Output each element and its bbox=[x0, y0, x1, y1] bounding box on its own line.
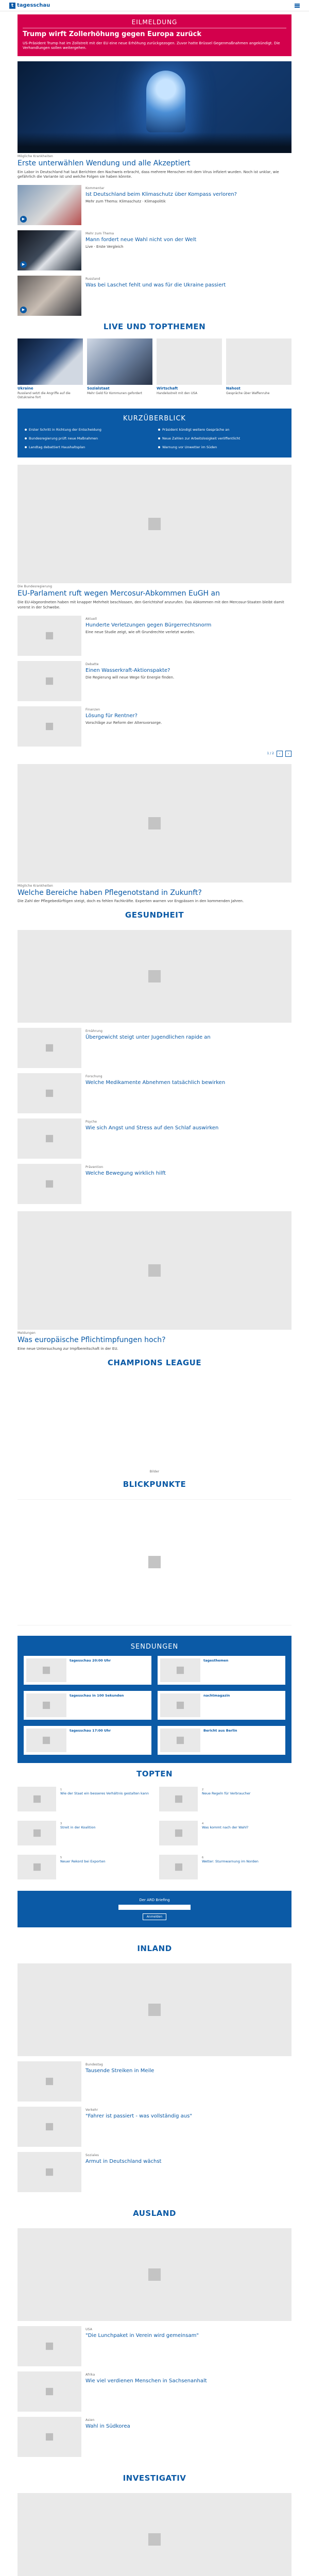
article-title[interactable]: Lösung für Rentner? bbox=[85, 713, 138, 719]
article-thumbnail[interactable] bbox=[18, 1073, 81, 1113]
ausland-section bbox=[18, 2202, 291, 2457]
topic-card[interactable] bbox=[226, 338, 291, 399]
list-item[interactable] bbox=[18, 185, 291, 225]
category-item[interactable] bbox=[18, 2107, 291, 2147]
rank: 5 bbox=[60, 1856, 62, 1859]
bullet-icon bbox=[158, 429, 160, 431]
article-meta: Finanzen bbox=[85, 707, 100, 711]
topten-thumbnail[interactable] bbox=[159, 1787, 198, 1811]
topten-thumbnail[interactable] bbox=[18, 1855, 56, 1879]
article-text: Vorschläge zur Reform der Altersvorsorge. bbox=[85, 720, 162, 725]
topic-text: Gespräche über Waffenruhe bbox=[226, 392, 270, 396]
brand-name: tagesschau bbox=[17, 3, 50, 8]
topic-image[interactable] bbox=[18, 338, 83, 385]
topten-item[interactable] bbox=[18, 1821, 150, 1845]
article-meta: USA bbox=[85, 2327, 93, 2331]
newsletter-button[interactable]: Anmelden bbox=[143, 1913, 166, 1920]
article-meta: Ernährung bbox=[85, 1029, 103, 1033]
image-placeholder[interactable] bbox=[18, 1211, 291, 1330]
hero-light bbox=[146, 71, 185, 132]
topten-title[interactable]: Streit in der Koalition bbox=[60, 1825, 96, 1829]
show-thumbnail[interactable] bbox=[26, 1693, 66, 1717]
topic-text: Handelsstreit mit den USA bbox=[157, 392, 198, 396]
topten-grid bbox=[18, 1787, 291, 1879]
topten-item[interactable] bbox=[18, 1855, 150, 1879]
article-text: Die EU-Abgeordneten haben mit knapper Mehrheit beschlossen, den Gerichtshof anzurufen. Das Abkommen mit den Mercosur-Staaten bleibt damit vorerst in der Schwebe. bbox=[18, 600, 284, 609]
topic-label[interactable]: Nahost bbox=[226, 386, 241, 391]
topic-image[interactable] bbox=[226, 338, 291, 385]
list-item[interactable] bbox=[18, 1028, 291, 1068]
kurz-item[interactable] bbox=[25, 445, 151, 450]
bullet-icon bbox=[25, 446, 27, 448]
image-placeholder[interactable] bbox=[18, 465, 291, 583]
article-title[interactable]: Übergewicht steigt unter Jugendlichen rapide an bbox=[85, 1035, 211, 1041]
article-meta: Die Bundesregierung bbox=[18, 585, 53, 589]
kurz-item[interactable] bbox=[158, 445, 284, 450]
article-thumbnail[interactable] bbox=[18, 2371, 81, 2412]
show-thumbnail[interactable] bbox=[160, 1658, 200, 1682]
article-thumbnail[interactable] bbox=[18, 276, 81, 316]
article-text: Eine neue Studie zeigt, wie oft Grundrechte verletzt wurden. bbox=[85, 630, 195, 634]
show-card[interactable] bbox=[158, 1656, 285, 1685]
kurz-heading: KURZÜBERBLICK bbox=[123, 415, 186, 423]
topic-text: Russland setzt die Angriffe auf die Ostukraine fort bbox=[18, 392, 71, 399]
newsletter-box bbox=[18, 1891, 291, 1927]
article-thumbnail[interactable] bbox=[18, 616, 81, 656]
breaking-title: Trump wirft Zollerhöhung gegen Europa zurück bbox=[23, 30, 201, 38]
show-thumbnail[interactable] bbox=[160, 1693, 200, 1717]
article-thumbnail[interactable] bbox=[18, 1028, 81, 1068]
kurz-text: Warnung vor Unwetter im Süden bbox=[162, 445, 217, 449]
topten-thumbnail[interactable] bbox=[159, 1855, 198, 1879]
article-thumbnail[interactable] bbox=[18, 2326, 81, 2366]
topten-item[interactable] bbox=[159, 1787, 291, 1811]
article-thumbnail[interactable] bbox=[18, 185, 81, 225]
show-title[interactable]: tagesschau in 100 Sekunden bbox=[70, 1693, 124, 1698]
article-meta: Soziales bbox=[85, 2153, 99, 2157]
category-item[interactable] bbox=[18, 2417, 291, 2457]
article-meta: Bundestag bbox=[85, 2062, 103, 2066]
category-item[interactable] bbox=[18, 2061, 291, 2102]
section-heading: CHAMPIONS LEAGUE bbox=[107, 1358, 202, 1367]
hero-meta: Mögliche Krankheiten bbox=[18, 154, 54, 158]
list-item[interactable] bbox=[18, 706, 291, 747]
image-placeholder[interactable] bbox=[18, 1963, 291, 2056]
topic-image[interactable] bbox=[157, 338, 222, 385]
article-thumbnail[interactable] bbox=[18, 230, 81, 270]
list-item[interactable] bbox=[18, 230, 291, 270]
show-card[interactable] bbox=[24, 1726, 151, 1755]
topten-title[interactable]: Wetter: Sturmwarnung im Norden bbox=[202, 1859, 259, 1863]
article-title[interactable]: Tausende Streiken in Meile bbox=[85, 2067, 154, 2074]
topten-thumbnail[interactable] bbox=[18, 1787, 56, 1811]
category-item[interactable] bbox=[18, 2326, 291, 2366]
list-item[interactable] bbox=[18, 616, 291, 656]
article-thumbnail[interactable] bbox=[18, 1164, 81, 1204]
rank: 4 bbox=[202, 1822, 204, 1825]
topthemen-grid bbox=[18, 338, 291, 399]
article-title[interactable]: Welche Medikamente Abnehmen tatsächlich bewirken bbox=[85, 1080, 226, 1086]
topten-item[interactable] bbox=[159, 1855, 291, 1879]
section-heading: LIVE UND TOPTHEMEN bbox=[103, 322, 206, 332]
show-title[interactable]: tagesschau 17:00 Uhr bbox=[70, 1728, 111, 1733]
topic-text: Mehr Geld für Kommunen gefordert bbox=[87, 392, 143, 396]
article-title[interactable]: Was bei Laschet fehlt und was für die Ukraine passiert bbox=[85, 282, 226, 289]
article-thumbnail[interactable] bbox=[18, 2417, 81, 2457]
article-meta: Prävention bbox=[85, 1165, 104, 1170]
investigativ-section bbox=[18, 2467, 291, 2576]
show-title[interactable]: nachtmagazin bbox=[203, 1693, 230, 1698]
topten-thumbnail[interactable] bbox=[159, 1821, 198, 1845]
article-meta: Asien bbox=[85, 2418, 95, 2422]
article-bullets: Mehr zum Thema: Klimaschutz · Klimapolitik bbox=[85, 199, 166, 204]
page-indicator: 1 / 2 bbox=[267, 752, 274, 756]
list-item[interactable] bbox=[18, 1164, 291, 1204]
article-meta: Debatte bbox=[85, 662, 99, 666]
section-heading: INLAND bbox=[137, 1943, 172, 1953]
category-item[interactable] bbox=[18, 2371, 291, 2412]
section-heading: AUSLAND bbox=[133, 2208, 176, 2218]
inland-section bbox=[18, 1938, 291, 2192]
live-topthemen bbox=[18, 316, 291, 399]
article-meta: Kommentar bbox=[85, 187, 105, 191]
topic-image[interactable] bbox=[87, 338, 152, 385]
rank: 3 bbox=[60, 1822, 62, 1825]
topic-card[interactable] bbox=[87, 338, 152, 399]
article-title[interactable]: Hunderte Verletzungen gegen Bürgerrechtsnorm bbox=[85, 622, 212, 628]
article-meta: Mögliche Krankheiten bbox=[18, 884, 54, 888]
topten-item[interactable] bbox=[159, 1821, 291, 1845]
category-item[interactable] bbox=[18, 2152, 291, 2192]
image-placeholder[interactable] bbox=[18, 2228, 291, 2321]
article-thumbnail[interactable] bbox=[18, 1118, 81, 1159]
article-title[interactable]: EU-Parlament ruft wegen Mercosur-Abkommen EuGH an bbox=[18, 589, 220, 598]
kurz-text: Landtag debattiert Haushaltsplan bbox=[29, 445, 85, 449]
logo[interactable] bbox=[9, 3, 50, 9]
article-title[interactable]: Ist Deutschland beim Klimaschutz über Kompass verloren? bbox=[85, 192, 237, 198]
article-meta: Mehr zum Thema bbox=[85, 232, 114, 236]
article-meta: Meldungen bbox=[18, 1331, 36, 1335]
gesundheit-section bbox=[18, 904, 291, 1351]
section-heading: INVESTIGATIV bbox=[123, 2473, 186, 2483]
pagination bbox=[18, 751, 291, 757]
show-card[interactable] bbox=[158, 1691, 285, 1720]
topten-section bbox=[18, 1763, 291, 1879]
kurzueberblick bbox=[18, 409, 291, 457]
article-thumbnail[interactable] bbox=[18, 706, 81, 747]
newsletter-label: Der ARD Briefing bbox=[139, 1897, 170, 1902]
champions-league-section bbox=[18, 1352, 291, 1468]
article-title[interactable]: Wie sich Angst und Stress auf den Schlaf auswirken bbox=[85, 1125, 219, 1131]
kurz-item[interactable] bbox=[158, 436, 284, 441]
hero-crowd bbox=[18, 132, 291, 153]
article-meta: Psyche bbox=[85, 1120, 97, 1124]
kurz-text: Erster Schritt in Richtung der Entscheidung bbox=[29, 428, 101, 432]
topten-title[interactable]: Was kommt nach der Wahl? bbox=[202, 1825, 249, 1829]
article-title[interactable]: Was europäische Pflichtimpfungen hoch? bbox=[18, 1336, 166, 1345]
topic-label[interactable]: Sozialstaat bbox=[87, 386, 110, 391]
show-title[interactable]: tagesschau 20:00 Uhr bbox=[70, 1658, 111, 1663]
rank: 6 bbox=[202, 1856, 204, 1859]
brand-mark: t bbox=[9, 3, 15, 9]
article-meta: Afrika bbox=[85, 2372, 95, 2377]
article-title[interactable]: "Die Lunchpaket in Verein wird gemeinsam" bbox=[85, 2332, 199, 2338]
list-item[interactable] bbox=[18, 1073, 291, 1113]
article-thumbnail[interactable] bbox=[18, 2152, 81, 2192]
article-title[interactable]: "Fahrer ist passiert - was vollständig aus" bbox=[85, 2113, 192, 2119]
article-text: Die Regierung will neue Wege für Energie finden. bbox=[85, 675, 175, 680]
article-thumbnail[interactable] bbox=[18, 661, 81, 701]
show-card[interactable] bbox=[24, 1691, 151, 1720]
kurz-text: Bundesregierung prüft neue Maßnahmen bbox=[29, 436, 98, 440]
top-header bbox=[0, 0, 309, 11]
kurz-text: Neue Zahlen zur Arbeitslosigkeit veröffentlicht bbox=[162, 436, 241, 440]
show-thumbnail[interactable] bbox=[26, 1728, 66, 1752]
news-stream bbox=[18, 465, 291, 904]
article-title[interactable]: Mann fordert neue Wahl nicht von der Welt bbox=[85, 237, 197, 243]
sendungen-grid bbox=[24, 1656, 285, 1755]
newsletter-email-input[interactable] bbox=[118, 1905, 191, 1910]
article-title[interactable]: Wie viel verdienen Menschen in Sachsenanhalt bbox=[85, 2378, 207, 2384]
image-placeholder[interactable] bbox=[18, 930, 291, 1023]
article-meta: Forschung bbox=[85, 1075, 102, 1079]
topten-item[interactable] bbox=[18, 1787, 150, 1811]
hero-text: Ein Labor in Deutschland hat laut Berichten den Nachweis erbracht, dass mehrere Menschen mit dem Virus infiziert wurden. Noch ist unklar, wie gefährlich die Variante ist und welche Folgen sie haben könnte. bbox=[18, 170, 279, 179]
previous-page-button[interactable]: ‹ bbox=[277, 751, 283, 757]
kurz-list bbox=[25, 428, 284, 449]
article-title[interactable]: Einen Wasserkraft-Aktionspakte? bbox=[85, 667, 170, 673]
show-card[interactable] bbox=[158, 1726, 285, 1755]
list-item[interactable] bbox=[18, 276, 291, 316]
play-icon[interactable]: ▶ bbox=[20, 216, 27, 223]
article-meta: Aktuell bbox=[85, 617, 97, 621]
kurz-item[interactable] bbox=[25, 436, 151, 441]
topic-label[interactable]: Ukraine bbox=[18, 386, 33, 391]
article-title[interactable]: Welche Bewegung wirklich hilft bbox=[85, 1171, 166, 1177]
image-placeholder[interactable] bbox=[18, 2493, 291, 2576]
kurz-item[interactable] bbox=[25, 428, 151, 432]
rank: 2 bbox=[202, 1788, 204, 1791]
show-title[interactable]: Bericht aus Berlin bbox=[203, 1728, 237, 1733]
article-thumbnail[interactable] bbox=[18, 2107, 81, 2147]
show-thumbnail[interactable] bbox=[160, 1728, 200, 1752]
topten-title[interactable]: Wie der Staat ein besseres Verhältnis gestalten kann bbox=[60, 1791, 149, 1795]
show-title[interactable]: tagesthemen bbox=[203, 1658, 229, 1663]
hero-image[interactable] bbox=[18, 61, 291, 153]
section-heading: GESUNDHEIT bbox=[125, 910, 184, 920]
article-title[interactable]: Armut in Deutschland wächst bbox=[85, 2158, 162, 2164]
rank: 1 bbox=[60, 1788, 62, 1791]
play-icon[interactable]: ▶ bbox=[20, 307, 27, 313]
topic-label[interactable]: Wirtschaft bbox=[157, 386, 178, 391]
article-meta: Verkehr bbox=[85, 2108, 98, 2112]
breaking-news[interactable] bbox=[18, 14, 291, 56]
topten-title[interactable]: Neue Regeln für Verbraucher bbox=[202, 1791, 251, 1795]
bullet-icon bbox=[158, 437, 160, 439]
article-thumbnail[interactable] bbox=[18, 2061, 81, 2102]
section-meta: Bilder bbox=[149, 1469, 160, 1473]
show-thumbnail[interactable] bbox=[26, 1658, 66, 1682]
list-item[interactable] bbox=[18, 661, 291, 701]
article-title[interactable]: Wahl in Südkorea bbox=[85, 2423, 130, 2429]
article-text: Eine neue Untersuchung zur Impfbereitschaft in der EU. bbox=[18, 1346, 118, 1351]
bullet-icon bbox=[25, 429, 27, 431]
article-meta: Russland bbox=[85, 277, 100, 281]
page-content bbox=[18, 14, 291, 2576]
breaking-text: US-Präsident Trump hat im Zollstreit mit der EU eine neue Erhöhung zurückgezogen. Zuvor hatte Brüssel Gegenmaßnahmen angekündigt. Die Verhandlungen sollen weitergehen. bbox=[23, 41, 280, 50]
article-bullets: Live · Erste Vergleich bbox=[85, 245, 124, 249]
list-item[interactable] bbox=[18, 1118, 291, 1159]
bullet-icon bbox=[25, 437, 27, 439]
kurz-text: Präsident kündigt weitere Gespräche an bbox=[162, 428, 230, 432]
section-heading: TOPTEN bbox=[136, 1769, 173, 1778]
next-page-button[interactable]: › bbox=[285, 751, 291, 757]
play-icon[interactable]: ▶ bbox=[20, 261, 27, 268]
section-heading: BLICKPUNKTE bbox=[123, 1479, 186, 1489]
topten-title[interactable]: Neuer Rekord bei Exporten bbox=[60, 1859, 106, 1863]
breaking-kicker: EILMELDUNG bbox=[131, 19, 178, 26]
menu-icon[interactable] bbox=[295, 4, 300, 8]
top-list bbox=[18, 185, 291, 316]
article-text: Die Zahl der Pflegebedürftigen steigt, doch es fehlen Fachkräfte. Experten warnen vor Engpässen in den kommenden Jahren. bbox=[18, 899, 244, 904]
show-card[interactable] bbox=[24, 1656, 151, 1685]
gallery-loader[interactable] bbox=[18, 1499, 291, 1625]
section-heading: SENDUNGEN bbox=[130, 1642, 179, 1651]
hero-title[interactable]: Erste unterwählen Wendung und alle Akzeptiert bbox=[18, 159, 191, 167]
article-title[interactable]: Welche Bereiche haben Pflegenotstand in Zukunft? bbox=[18, 888, 202, 897]
sendungen-section bbox=[18, 1636, 291, 1763]
kurz-item[interactable] bbox=[158, 428, 284, 432]
blickpunkte-section bbox=[18, 1470, 291, 1625]
topic-card[interactable] bbox=[18, 338, 83, 399]
topic-card[interactable] bbox=[157, 338, 222, 399]
topten-thumbnail[interactable] bbox=[18, 1821, 56, 1845]
image-placeholder[interactable] bbox=[18, 764, 291, 883]
bullet-icon bbox=[158, 446, 160, 448]
hero-story[interactable] bbox=[18, 61, 291, 180]
